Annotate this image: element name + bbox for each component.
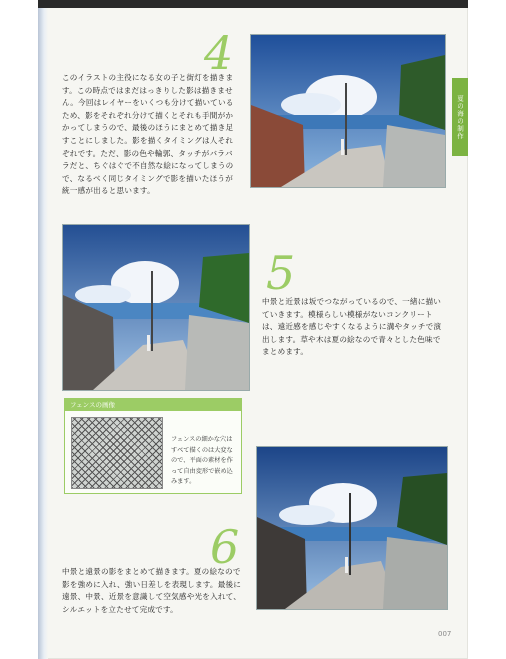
chapter-tab: 夏の海の制作 [452, 78, 468, 156]
illustration-step-4 [250, 34, 446, 188]
illustration-step-6 [256, 446, 448, 610]
step-6-text: 中景と遠景の影をまとめて描きます。夏の絵なので影を強めに入れ、強い日差しを表現します。最後に遠景、中景、近景を意識して空気感や光を入れて、シルエットを立たせて完成です。 [62, 567, 242, 614]
page-spine-shadow [38, 0, 48, 659]
step-5-text: 中景と近景は坂でつながっているので、一緒に描いていきます。模様らしい模様がないコンクリートは、遠近感を感じやすくなるように溝やタッチで演出します。草や木は夏の絵なので青々とした色味でまとめます。 [262, 297, 442, 357]
street-scene-image [251, 35, 445, 187]
fence-tip-box [64, 398, 242, 494]
page-number: 007 [438, 630, 452, 638]
fence-tip-text: フェンスの細かな穴はすべて描くのは大変なので、平面の素材を作って自由変形で嵌め込みます。 [171, 436, 233, 485]
top-edge [38, 0, 468, 8]
fence-tip-title: フェンスの画像 [65, 399, 241, 411]
illustration-step-5 [62, 224, 250, 391]
fence-texture-image [71, 417, 163, 489]
step-number-5: 5 [266, 246, 296, 300]
street-scene-image [257, 447, 447, 609]
step-4-text: このイラストの主役になる女の子と街灯を描きます。この時点ではまだはっきりした影は描きません。今回はレイヤーをいくつも分けて描いているため、影をそれぞれ分けて描くとそれも手間がかかってしまうので、最後のほうにまとめて描き足すことにしました。影を描くタイミングは人それぞれです。ただ、影の色や輪郭、タッチがバラバラだと、ちぐはぐで不自然な絵になってしまうので、なるべく同じタイミングで影を描いたほうが統一感が出ると思います。 [62, 73, 234, 196]
step-number-4: 4 [204, 26, 234, 80]
step-number-6: 6 [210, 520, 240, 574]
street-scene-image [63, 225, 249, 390]
